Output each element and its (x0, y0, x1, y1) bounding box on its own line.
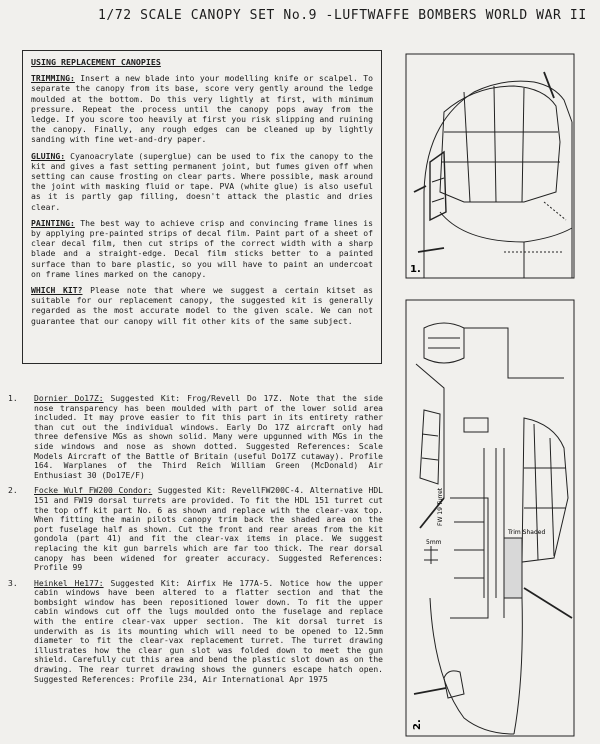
kit-number: 1. (8, 394, 18, 403)
kit-number: 2. (8, 486, 18, 496)
kit-name: Heinkel He177: (34, 578, 104, 588)
gluing-paragraph (31, 151, 373, 212)
kit-description: Suggested Kit: RevellFW200C-4. Alternative HDL 151 and FW19 dorsal turrets are provided. To fit the HDL 151 turret cut the top off kit part No. 6 as shown and replace with the clear-vax top. When fitting the main pilots canopy trim back the shaded area on the port fuselage half as shown. Cut the front and rear areas from the kit gondola (part 41) and fit the clear-vax items in place. We suggest replacing the kit gun barrels which are far too thick. The rear dorsal canopy has been widened for greater accuracy. Suggested References: Profile 99 (34, 486, 383, 573)
fw200-drawing (404, 298, 576, 738)
kit-description: Suggested Kit: Frog/Revell Do 17Z. Note that the side nose transparency has been moulded with part of the lower solid area included. It may prove easier to fit this part in its entirety rather than cut out the individual windows. Early Do 17Z aircraft only had three defensive MGs as shown solid. Many were upgunned with MGs in the side windows and nose as shown dotted. Suggested References: Scale Models Aircraft of the Battle of Britain (useful Do17Z cutaway). Profile 164. Warplanes of the Third Reich William Green (McDonald) Air Enthusiast 30 (Do17E/F) (34, 394, 383, 480)
trimming-text: Insert a new blade into your modelling knife or scalpel. To separate the canopy from its base, score very gently around the ledge moulded at the bottom. Do this very lightly at first, with minimum pressure. Repeat the process until the canopy pops away from the ledge. If you score too heavily at first you risk slipping and ruining the canopy. Finally, any rough edges can be cleaned up by lightly sanding with fine wet-and-dry paper. (31, 73, 373, 145)
kit-description: Suggested Kit: Airfix He 177A-5. Notice how the upper cabin windows have been altered to a flatter section and that the bombsight window has been repositioned lower down. To fit the upper cabin windows cut off the lugs moulded onto the fuselage and replace with the entire clear-vax upper section. The kit dorsal turret is underwith as is its mounting which will need to be opened to 12.5mm diameter to fit the clear-vax replacement turret. The turret drawing illustrates how the clear gun slot was folded down to meet the gun shield. Carefully cut this area and bend the plastic slot down as on the drawing. The rear turret drawing shows the gunners escape hatch open. Suggested References: Profile 234, Air International Apr 1975 (34, 578, 383, 684)
figure-2-fw200 (404, 298, 576, 738)
do17-nose-drawing (404, 52, 576, 280)
page-title: 1/72 SCALE CANOPY SET No.9 -LUFTWAFFE BOMBERS WORLD WAR II (98, 8, 587, 23)
figure-2-label: 2. (412, 719, 423, 730)
figure-1-label: 1. (410, 264, 421, 275)
fw19-turret-annotation: FW 19 Turret (437, 487, 444, 526)
kit-number: 3. (8, 578, 18, 588)
painting-text: The best way to achieve crisp and convincing frame lines is by applying pre-painted strips of decal film. Paint part of a sheet of clear decal film, then cut strips of the correct width with a sharp blade and a straight-edge. Decal film sticks better to a painted surface than to bare plastic, so you will have to paint an undercoat on frame lines marked on the canopy. (31, 217, 373, 279)
kit-text (34, 579, 383, 685)
kit-notes (8, 394, 383, 690)
kit-text (34, 486, 383, 572)
kit-name: Dornier Do17Z: (34, 394, 104, 403)
gluing-text: Cyanoacrylate (superglue) can be used to fix the canopy to the kit and gives a fast setting permanent joint, but fumes given off when setting can cause frosting on clear parts. Where possible, mask around the joint with masking fluid or tape. PVA (white glue) is also useful as it is partly gap filling, doesn't attack the plastic and dries clear. (31, 150, 373, 212)
kit-name: Focke Wulf FW200 Condor: (34, 486, 153, 496)
which-kit-text: Please note that where we suggest a certain kitset as suitable for our replacement canopy, the suggested kit is generally regarded as the most accurate model to the given scale. We can not guarantee that our canopy will fit other kits of the same subject. (31, 285, 373, 326)
painting-paragraph (31, 218, 373, 279)
which-kit-label: WHICH KIT? (31, 285, 83, 296)
trim-annotation: Trim Shaded (508, 529, 546, 536)
painting-label: PAINTING: (31, 217, 75, 228)
trimming-label: TRIMMING: (31, 73, 75, 84)
instructions-box (22, 50, 382, 364)
figure-1-do17-nose (404, 52, 576, 280)
instructions-heading: USING REPLACEMENT CANOPIES (31, 57, 161, 67)
kit-text (34, 394, 383, 480)
gluing-label: GLUING: (31, 150, 66, 161)
dimension-annotation: 5mm (426, 539, 442, 546)
which-kit-paragraph (31, 285, 373, 326)
kit-item (8, 394, 383, 480)
kit-item (8, 579, 383, 685)
kit-item (8, 486, 383, 572)
trimming-paragraph (31, 73, 373, 144)
